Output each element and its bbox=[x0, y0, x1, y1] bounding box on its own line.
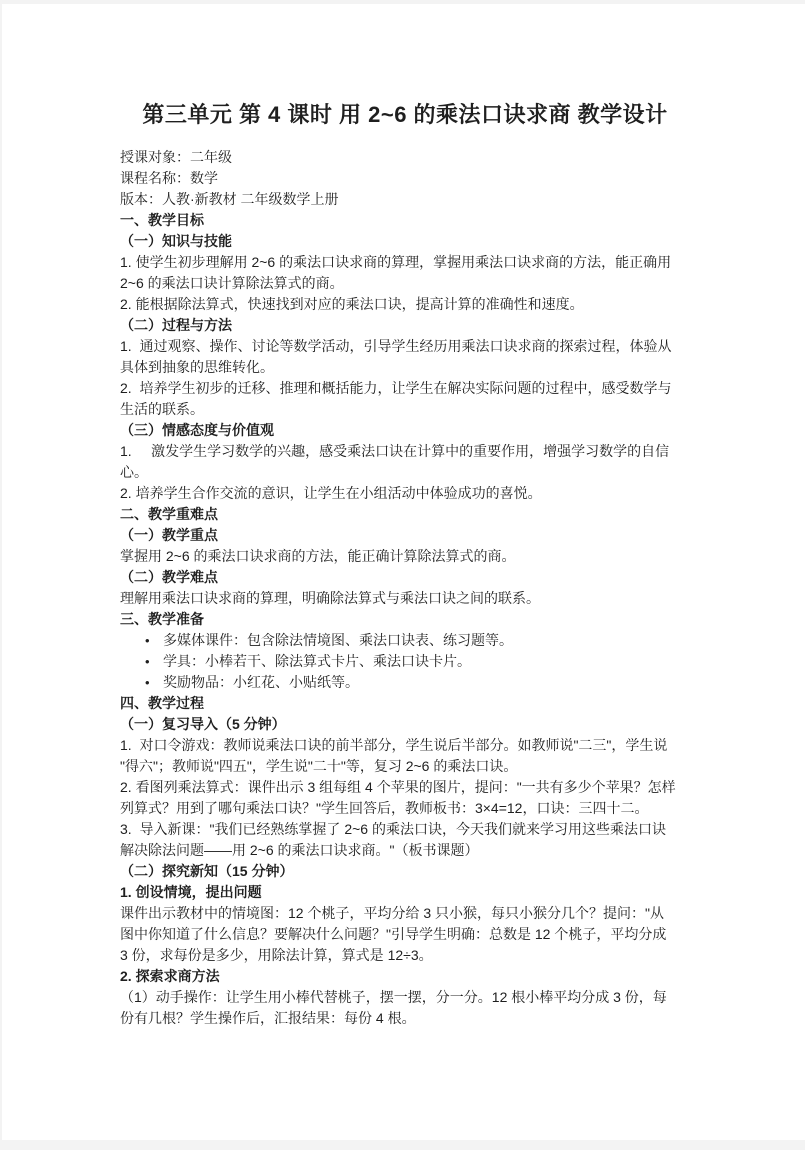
list-item-text: 学具：小棒若干、除法算式卡片、乘法口诀卡片。 bbox=[163, 653, 471, 669]
text-line: 图中你知道了什么信息？要解决什么问题？"引导学生明确：总数是 12 个桃子，平均分成 bbox=[120, 926, 667, 942]
text-line: 1. 激发学生学习数学的兴趣，感受乘法口诀在计算中的重要作用，增强学习数学的自信 bbox=[120, 443, 670, 459]
list-item bbox=[120, 651, 690, 672]
text-line: 3. 导入新课："我们已经熟练掌握了 2~6 的乘法口诀，今天我们就来学习用这些乘法口诀 bbox=[120, 821, 666, 837]
heading-line: 四、教学过程 bbox=[120, 695, 204, 711]
text-line: 2. 培养学生合作交流的意识，让学生在小组活动中体验成功的喜悦。 bbox=[120, 485, 542, 501]
text-line: 1. 使学生初步理解用 2~6 的乘法口诀求商的算理，掌握用乘法口诀求商的方法，能正确用 bbox=[120, 254, 672, 270]
heading-line: （一）知识与技能 bbox=[120, 233, 232, 249]
heading-line: （一）复习导入（5 分钟） bbox=[120, 716, 286, 732]
text-line: 掌握用 2~6 的乘法口诀求商的方法，能正确计算除法算式的商。 bbox=[120, 548, 516, 564]
text-line: 1. 对口令游戏：教师说乘法口诀的前半部分，学生说后半部分。如教师说"二三"，学生说 bbox=[120, 737, 668, 753]
text-line: 理解用乘法口诀求商的算理，明确除法算式与乘法口诀之间的联系。 bbox=[120, 590, 540, 606]
heading-line: 三、教学准备 bbox=[120, 611, 204, 627]
list-item bbox=[120, 672, 690, 693]
text-line: 课件出示教材中的情境图：12 个桃子，平均分给 3 只小猴，每只小猴分几个？提问："从 bbox=[120, 905, 664, 921]
heading-line: 2. 探索求商方法 bbox=[120, 968, 220, 984]
text-line: 1. 通过观察、操作、讨论等数学活动，引导学生经历用乘法口诀求商的探索过程，体验从 bbox=[120, 338, 672, 354]
heading-line: 1. 创设情境，提出问题 bbox=[120, 884, 262, 900]
text-line: 2~6 的乘法口诀计算除法算式的商。 bbox=[120, 275, 344, 291]
list-item bbox=[120, 630, 690, 651]
text-line: 心。 bbox=[120, 464, 148, 480]
bullet-marker-icon: • bbox=[145, 675, 150, 690]
document-content bbox=[2, 4, 805, 1029]
text-line: 授课对象：二年级 bbox=[120, 149, 232, 165]
text-line: 3 份，求每份是多少，用除法计算，算式是 12÷3。 bbox=[120, 947, 433, 963]
document-page bbox=[2, 4, 805, 1140]
text-line: 课程名称：数学 bbox=[120, 170, 218, 186]
text-line: 解决除法问题——用 2~6 的乘法口诀求商。"（板书课题） bbox=[120, 842, 479, 858]
document-body bbox=[120, 147, 690, 1029]
bullet-marker-icon: • bbox=[145, 654, 150, 669]
heading-line: （二）过程与方法 bbox=[120, 317, 232, 333]
text-line: 生活的联系。 bbox=[120, 401, 204, 417]
heading-line: （二）探究新知（15 分钟） bbox=[120, 863, 294, 879]
text-line: 2. 看图列乘法算式：课件出示 3 组每组 4 个苹果的图片，提问："一共有多少个苹果？怎样 bbox=[120, 779, 676, 795]
heading-line: （一）教学重点 bbox=[120, 527, 218, 543]
text-line: （1）动手操作：让学生用小棒代替桃子，摆一摆，分一分。12 根小棒平均分成 3 份，每 bbox=[120, 989, 667, 1005]
text-line: "得六"；教师说"四五"，学生说"二十"等，复习 2~6 的乘法口诀。 bbox=[120, 758, 518, 774]
heading-line: （二）教学难点 bbox=[120, 569, 218, 585]
list-item-text: 多媒体课件：包含除法情境图、乘法口诀表、练习题等。 bbox=[163, 632, 513, 648]
text-line: 版本：人教·新教材 二年级数学上册 bbox=[120, 191, 339, 207]
text-line: 2. 能根据除法算式，快速找到对应的乘法口诀，提高计算的准确性和速度。 bbox=[120, 296, 584, 312]
text-line: 列算式？用到了哪句乘法口诀？"学生回答后，教师板书：3×4=12，口诀：三四十二。 bbox=[120, 800, 649, 816]
text-line: 具体到抽象的思维转化。 bbox=[120, 359, 274, 375]
heading-line: 二、教学重难点 bbox=[120, 506, 218, 522]
list-item-text: 奖励物品：小红花、小贴纸等。 bbox=[163, 674, 359, 690]
heading-line: 一、教学目标 bbox=[120, 212, 204, 228]
text-line: 2. 培养学生初步的迁移、推理和概括能力，让学生在解决实际问题的过程中，感受数学与 bbox=[120, 380, 672, 396]
text-line: 份有几根？学生操作后，汇报结果：每份 4 根。 bbox=[120, 1010, 416, 1026]
bullet-marker-icon: • bbox=[145, 633, 150, 648]
document-title: 第三单元 第 4 课时 用 2~6 的乘法口诀求商 教学设计 bbox=[142, 102, 668, 127]
heading-line: （三）情感态度与价值观 bbox=[120, 422, 274, 438]
